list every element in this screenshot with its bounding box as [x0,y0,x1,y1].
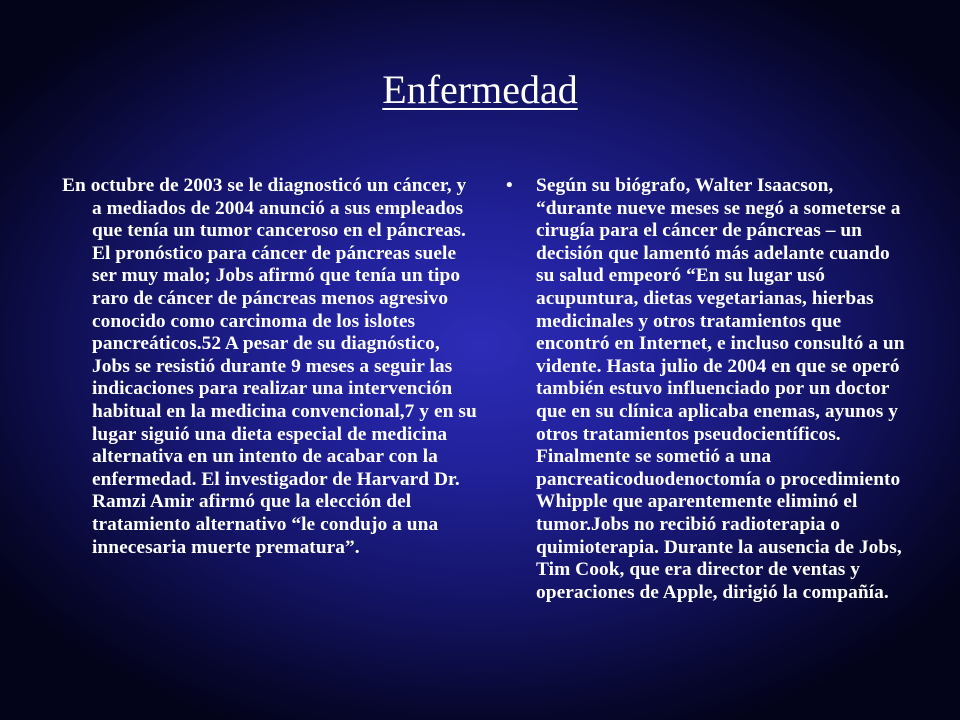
slide-title: Enfermedad [382,67,578,112]
left-text-column [62,175,478,559]
right-bullet-paragraph: Según su biógrafo, Walter Isaacson, “durante nueve meses se negó a someterse a cirugía para el cáncer de páncreas – un decisión que lamentó más adelante cuando su salud empeoró “En su lugar usó acupuntura, dietas vegetarianas, hierbas medicinales y otros tratamientos que encontró en Internet, e incluso consultó a un vidente. Hasta julio de 2004 en que se operó también estuvo influenciado por un doctor que en su clínica aplicaba enemas, ayunos y otros tratamientos pseudocientíficos. Finalmente se sometió a una pancreaticoduodenoctomía o procedimiento Whipple que aparentemente eliminó el tumor.Jobs no recibió radioterapia o quimioterapia. Durante la ausencia de Jobs, Tim Cook, que era director de ventas y operaciones de Apple, dirigió la compañía. [536,175,905,603]
right-text-column [506,175,910,604]
left-paragraph: En octubre de 2003 se le diagnosticó un cáncer, y a mediados de 2004 anunció a sus empleados que tenía un tumor canceroso en el páncreas. El pronóstico para cáncer de páncreas suele ser muy malo; Jobs afirmó que tenía un tipo raro de cáncer de páncreas menos agresivo conocido como carcinoma de los islotes pancreáticos.52 A pesar de su diagnóstico, Jobs se resistió durante 9 meses a seguir las indicaciones para realizar una intervención habitual en la medicina convencional,7 y en su lugar siguió una dieta especial de medicina alternativa en un intento de acabar con la enfermedad. El investigador de Harvard Dr. Ramzi Amir afirmó que la elección del tratamiento alternativo “le condujo a una innecesaria muerte prematura”. [62,175,477,558]
bullet-icon: • [506,175,513,196]
